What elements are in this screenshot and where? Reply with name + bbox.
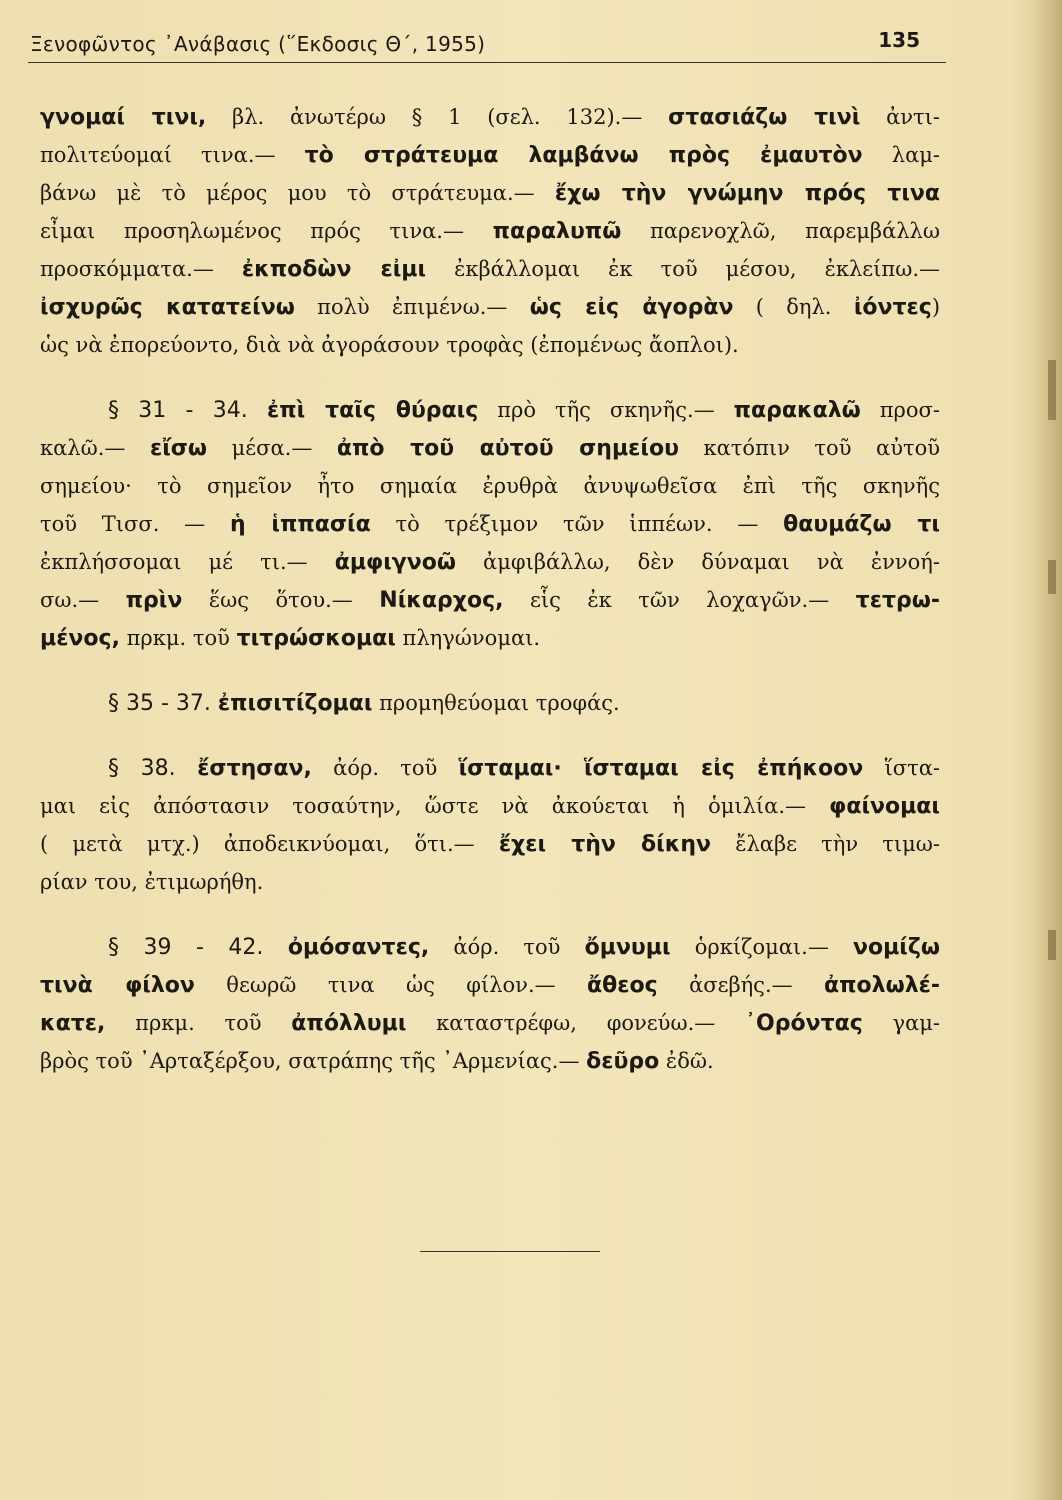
text-line <box>40 1042 940 1080</box>
gloss: πολὺ ἐπιμένω.— <box>294 295 530 319</box>
section-ref: § 39 - 42. <box>108 935 288 960</box>
gloss: ἀμφιβάλλω, δὲν δύναμαι νὰ ἐννοή- <box>456 550 940 574</box>
paragraph <box>40 749 940 901</box>
headword: εἴσω <box>149 436 208 461</box>
headword: μένος, <box>40 626 120 651</box>
gloss: εἷς ἐκ τῶν λοχαγῶν.— <box>503 588 856 612</box>
gloss: κατόπιν τοῦ αὐτοῦ <box>678 436 940 460</box>
text-line <box>40 98 940 136</box>
text-line <box>40 581 940 619</box>
headword: γνομαί τινι, <box>40 105 207 130</box>
headword: ἀπὸ τοῦ αὐτοῦ σημείου <box>336 436 679 461</box>
text-line <box>40 825 940 863</box>
text-line <box>40 326 940 364</box>
headword: τὸ στράτευμα λαμβάνω πρὸς ἐμαυτὸν <box>304 143 863 168</box>
headword: ἵσταμαι· ἵσταμαι εἰς ἐπήκοον <box>458 756 864 781</box>
text-line <box>40 543 940 581</box>
gloss: γαμ- <box>862 1011 940 1035</box>
gloss: θεωρῶ τινα ὡς φίλον.— <box>194 973 588 997</box>
text-line <box>40 288 940 326</box>
gloss: ἔλαβε τὴν τιμω- <box>711 832 940 856</box>
gloss: προμηθεύομαι τροφάς. <box>372 691 620 715</box>
gloss: ἕως ὅτου.— <box>182 588 380 612</box>
text-line <box>40 619 940 657</box>
text-line <box>40 1004 940 1042</box>
gloss: ἀόρ. τοῦ <box>311 756 459 780</box>
gloss: ὡς νὰ ἐπορεύοντο, διὰ νὰ ἀγοράσουν τροφὰς (ἐπομένως ἄοπλοι). <box>40 333 739 357</box>
text-line <box>40 212 940 250</box>
gloss: σημείου· τὸ σημεῖον ἦτο σημαία ἐρυθρὰ ἀνυψωθεῖσα ἐπὶ τῆς σκηνῆς <box>40 474 940 498</box>
section-ref: § 38. <box>108 756 198 781</box>
gloss: τὸ τρέξιμον τῶν ἱππέων. — <box>370 512 784 536</box>
headword: ἰόντες <box>853 295 932 320</box>
gloss: ἐδῶ. <box>659 1049 714 1073</box>
text-line <box>40 787 940 825</box>
gloss: ἀσεβής.— <box>657 973 825 997</box>
headword: ἐπισιτίζομαι <box>217 691 373 716</box>
gloss: ἐκβάλλομαι ἐκ τοῦ μέσου, ἐκλείπω.— <box>426 257 940 281</box>
headword: τετρω- <box>855 588 940 613</box>
gloss: μαι εἰς ἀπόστασιν τοσαύτην, ὥστε νὰ ἀκούεται ἡ ὁμιλία.— <box>40 794 830 818</box>
commentary-text <box>40 98 940 1107</box>
gloss: βάνω μὲ τὸ μέρος μου τὸ στράτευμα.— <box>40 181 555 205</box>
headword: ἔχω τὴν γνώμην πρός τινα <box>554 181 941 206</box>
gloss: ( μετὰ μτχ.) ἀποδεικνύομαι, ὅτι.— <box>40 832 499 856</box>
headword: ὄμνυμι <box>584 935 671 960</box>
section-ref: § 31 - 34. <box>108 398 267 423</box>
headword: κατε, <box>40 1011 106 1036</box>
text-line <box>40 684 940 722</box>
margin-mark <box>1048 930 1056 960</box>
gloss: εἶμαι προσηλωμένος πρός τινα.— <box>40 219 493 243</box>
section-ref: § 35 - 37. <box>108 691 218 716</box>
page-edge-shadow <box>1034 0 1062 1500</box>
text-line <box>40 749 940 787</box>
text-line <box>40 250 940 288</box>
headword: στασιάζω τινὶ <box>668 105 861 130</box>
gloss: ἐκπλήσσομαι μέ τι.— <box>40 550 335 574</box>
gloss: λαμ- <box>862 143 940 167</box>
paragraph <box>40 928 940 1080</box>
text-line <box>40 174 940 212</box>
gloss: μέσα.— <box>207 436 337 460</box>
gloss: προσκόμματα.— <box>40 257 242 281</box>
gloss: ) <box>931 295 941 319</box>
gloss: πολιτεύομαί τινα.— <box>40 143 305 167</box>
headword: φαίνομαι <box>829 794 940 819</box>
headword: ᾿Ορόντας <box>745 1011 863 1036</box>
headword: ἔστησαν, <box>197 756 312 781</box>
page-number: 135 <box>878 28 920 52</box>
gloss: προσ- <box>860 398 940 422</box>
gloss: ἀόρ. τοῦ <box>429 935 585 959</box>
gloss: παρενοχλῶ, παρεμβάλλω <box>621 219 940 243</box>
paragraph <box>40 98 940 364</box>
headword: Νίκαρχος, <box>379 588 504 613</box>
headword: ἀπολωλέ- <box>824 973 941 998</box>
gloss: πρὸ τῆς σκηνῆς.— <box>478 398 734 422</box>
headword: ἐκποδὼν εἰμι <box>241 257 427 282</box>
headword: ὡς εἰς ἀγορὰν <box>529 295 734 320</box>
gloss: ἵστα- <box>863 756 940 780</box>
gloss: βλ. ἀνωτέρω § 1 (σελ. 132).— <box>206 105 669 129</box>
paragraph <box>40 684 940 722</box>
headword: θαυμάζω τι <box>783 512 941 537</box>
paragraph <box>40 391 940 657</box>
gloss: ὁρκίζομαι.— <box>670 935 854 959</box>
gloss: πρκμ. τοῦ <box>105 1011 292 1035</box>
headword: παραλυπῶ <box>492 219 622 244</box>
headword: τινὰ φίλον <box>40 973 195 998</box>
headword: ἄθεος <box>587 973 658 998</box>
running-header <box>28 28 946 63</box>
text-line <box>40 928 940 966</box>
gloss: ἀντι- <box>860 105 940 129</box>
gloss: ( δηλ. <box>733 295 854 319</box>
headword: ἔχει τὴν δίκην <box>498 832 712 857</box>
end-rule <box>420 1251 600 1252</box>
gloss: ρίαν του, ἐτιμωρήθη. <box>40 870 264 894</box>
gloss: καλῶ.— <box>40 436 150 460</box>
headword: πρὶν <box>125 588 183 613</box>
headword: δεῦρο <box>586 1049 660 1074</box>
headword: ἀμφιγνοῶ <box>334 550 456 575</box>
text-line <box>40 429 940 467</box>
gloss: καταστρέφω, φονεύω.— <box>406 1011 746 1035</box>
header-title: Ξενοφῶντος ᾿Ανάβασις (῞Εκδοσις Θ΄, 1955) <box>30 32 486 56</box>
headword: ἀπόλλυμι <box>291 1011 407 1036</box>
headword: ἰσχυρῶς κατατείνω <box>40 295 295 320</box>
margin-mark <box>1048 360 1056 420</box>
margin-mark <box>1048 560 1056 594</box>
headword: παρακαλῶ <box>733 398 861 423</box>
headword: ὀμόσαντες, <box>287 935 430 960</box>
headword: νομίζω <box>853 935 940 960</box>
gloss: πληγώνομαι. <box>395 626 541 650</box>
gloss: τοῦ Τισσ. — <box>40 512 230 536</box>
gloss: βρὸς τοῦ ᾿Αρταξέρξου, σατράπης τῆς ᾿Αρμενίας.— <box>40 1049 587 1073</box>
text-line <box>40 391 940 429</box>
text-line <box>40 863 940 901</box>
text-line <box>40 966 940 1004</box>
headword: ἡ ἱππασία <box>229 512 371 537</box>
headword: ἐπὶ ταῖς θύραις <box>266 398 479 423</box>
text-line <box>40 505 940 543</box>
gloss: πρκμ. τοῦ <box>119 626 237 650</box>
headword: τιτρώσκομαι <box>236 626 396 651</box>
gloss: σω.— <box>40 588 126 612</box>
text-line <box>40 136 940 174</box>
text-line <box>40 467 940 505</box>
